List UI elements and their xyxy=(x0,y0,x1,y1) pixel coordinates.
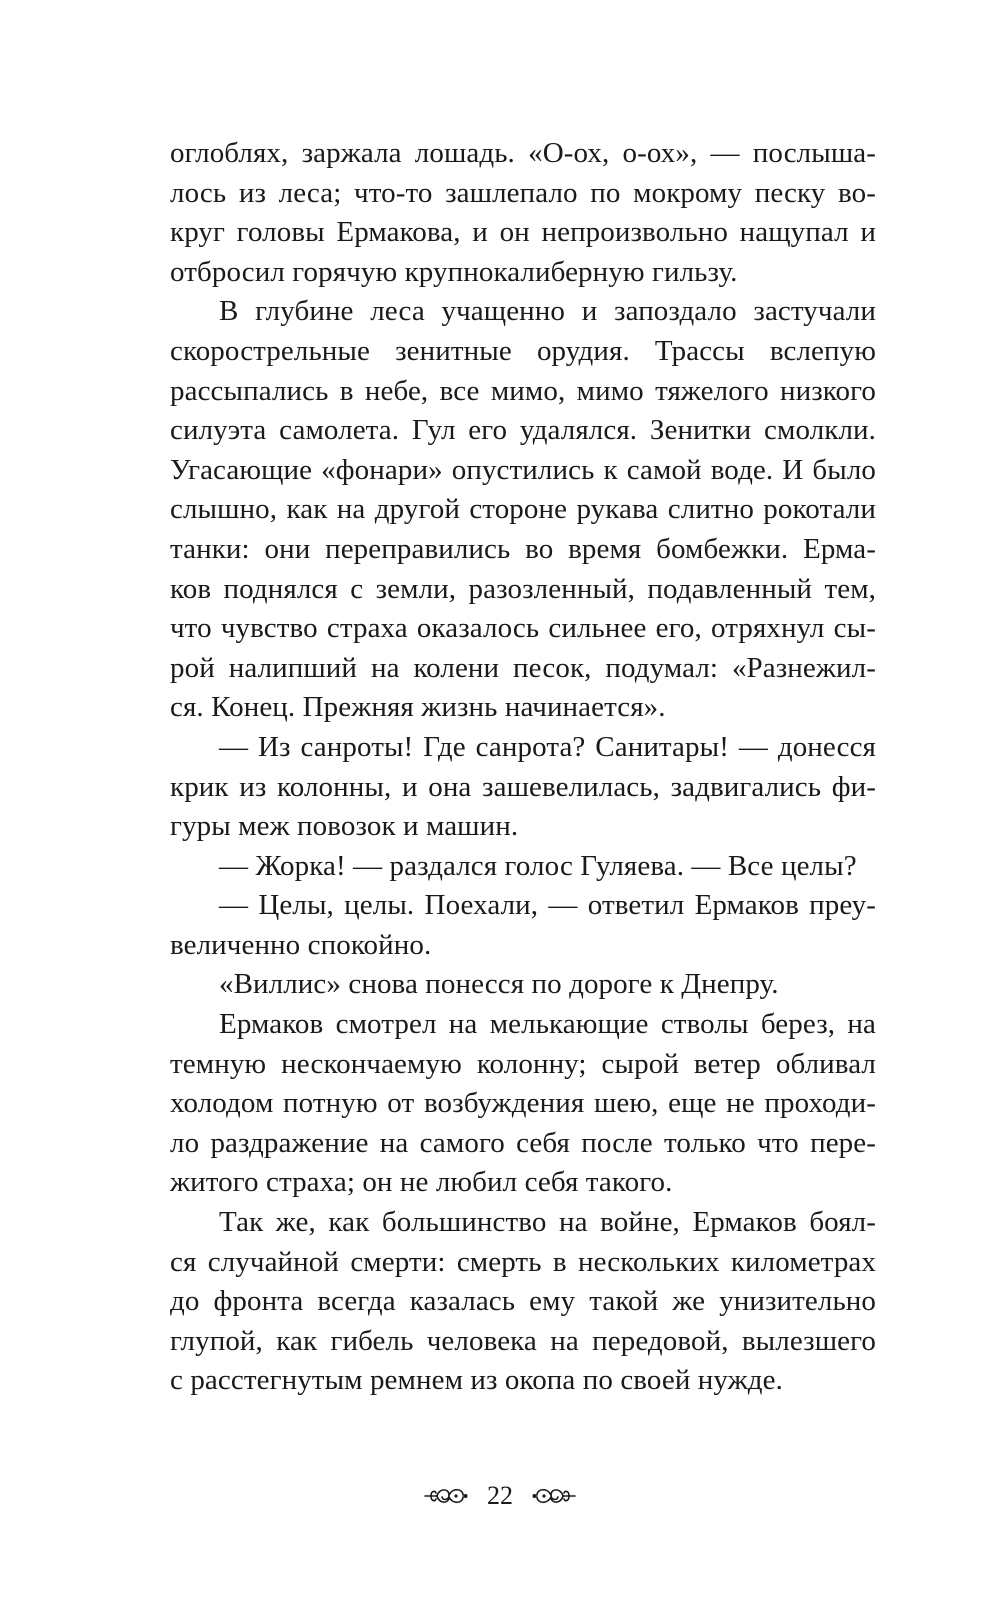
text-line: гуры меж повозок и машин. xyxy=(170,810,519,843)
text-line: круг головы Ермакова, и он непроизвольно нащупал и xyxy=(170,216,876,249)
text-line: величенно спокойно. xyxy=(170,928,432,961)
text-line: лось из леса; что-то зашлепало по мокрому песку во- xyxy=(170,176,876,209)
text-line: с расстегнутым ремнем из окопа по своей нужде. xyxy=(170,1364,783,1397)
text-line: — Жорка! — раздался голос Гуляева. — Все целы? xyxy=(219,849,857,882)
text-line: — Из санроты! Где санрота? Санитары! — донесся xyxy=(219,730,876,763)
text-line: танки: они переправились во время бомбежки. Ерма- xyxy=(170,532,876,565)
text-line: Угасающие «фонари» опустились к самой воде. И было xyxy=(170,453,876,486)
text-line: Так же, как большинство на войне, Ермаков боял- xyxy=(219,1206,876,1239)
text-line: глупой, как гибель человека на передовой, вылезшего xyxy=(170,1324,876,1357)
text-line: «Виллис» снова понесся по дороге к Днепру. xyxy=(219,968,779,1001)
text-line: скорострельные зенитные орудия. Трассы вслепую xyxy=(170,334,876,367)
text-line: ло раздражение на самого себя после только что пере- xyxy=(170,1126,876,1159)
text-line: слышно, как на другой стороне рукава слитно рокотали xyxy=(170,493,876,526)
text-line: темную нескончаемую колонну; сырой ветер обливал xyxy=(170,1047,876,1080)
text-line: холодом потную от возбуждения шею, еще не проходи- xyxy=(170,1087,876,1120)
text-line: ся. Конец. Прежняя жизнь начинается». xyxy=(170,691,666,724)
text-line: — Целы, целы. Поехали, — ответил Ермаков преу- xyxy=(219,889,876,922)
page-number: 22 xyxy=(487,1481,513,1510)
right-ornament-icon xyxy=(531,1483,577,1509)
text-line: отбросил горячую крупнокалиберную гильзу. xyxy=(170,255,738,288)
text-line: крик из колонны, и она зашевелилась, задвигались фи- xyxy=(170,770,876,803)
text-line: рой налипший на колени песок, подумал: «Разнежил- xyxy=(170,651,876,684)
text-line: силуэта самолета. Гул его удалялся. Зенитки смолкли. xyxy=(170,414,876,447)
page-footer xyxy=(0,1476,1000,1516)
text-line: ков поднялся с земли, разозленный, подавленный тем, xyxy=(170,572,876,605)
left-ornament-icon xyxy=(423,1483,469,1509)
page-body xyxy=(170,134,876,1401)
text-line: до фронта всегда казалась ему такой же унизительно xyxy=(170,1285,876,1318)
text-line: оглоблях, заржала лошадь. «О-ох, о-ох», — послыша- xyxy=(170,137,876,169)
text-line: В глубине леса учащенно и запоздало застучали xyxy=(219,295,876,328)
text-line: ся случайной смерти: смерть в нескольких километрах xyxy=(170,1245,876,1278)
text-line: рассыпались в небе, все мимо, мимо тяжелого низкого xyxy=(170,374,876,407)
text-line: что чувство страха оказалось сильнее его, отряхнул сы- xyxy=(170,612,876,645)
text-line: Ермаков смотрел на мелькающие стволы берез, на xyxy=(219,1008,876,1041)
text-line: житого страха; он не любил себя такого. xyxy=(170,1166,673,1199)
